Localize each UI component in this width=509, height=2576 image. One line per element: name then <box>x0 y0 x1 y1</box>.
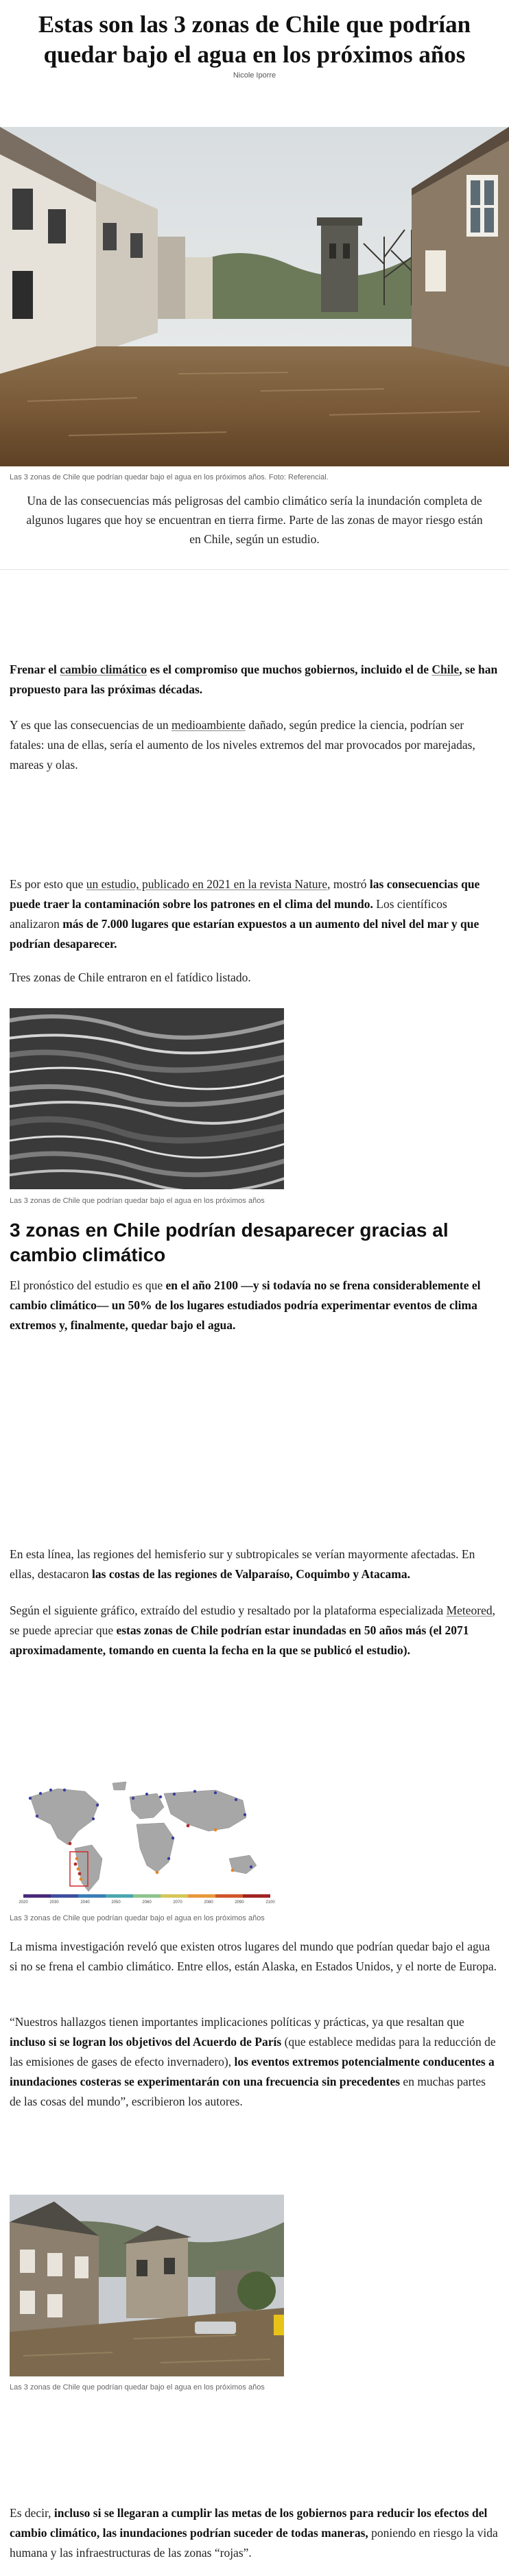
legend-swatch <box>106 1894 133 1898</box>
image-flooded-town <box>10 2195 284 2376</box>
image-world-map <box>10 1769 284 1907</box>
link-chile[interactable]: Chile <box>431 663 460 676</box>
hero-caption: Las 3 zonas de Chile que podrían quedar bajo el agua en los próximos años. Foto: Referencial. <box>10 473 329 481</box>
link-estudio-nature[interactable]: un estudio, publicado en 2021 en la revista Nature <box>86 877 328 891</box>
paragraph-10: Es decir, incluso si se llegaran a cumplir las metas de los gobiernos para reducir los efectos del cambio climático, las inundaciones podrían suceder de todas maneras, poniendo en riesgo la vida humana y las infraestructuras de las zonas “rojas”. <box>10 2506 498 2560</box>
legend-swatch <box>161 1894 188 1898</box>
paragraph-1: Frenar el cambio climático es el compromiso que muchos gobiernos, incluido el de Chile, se han propuesto para las próximas décadas. <box>10 663 498 696</box>
legend-tick-label: 2080 <box>204 1900 213 1905</box>
paragraph-7: Según el siguiente gráfico, extraído del estudio y resaltado por la plataforma especializada Meteored, se puede apreciar que estas zonas de Chile podrían estar inundadas en 50 años más (el 2071 aproximadamente, tomando en cuenta la fecha en la que se publicó el estudio). <box>10 1603 495 1657</box>
link-cambio-climatico[interactable]: cambio climático <box>60 663 147 676</box>
paragraph-4: Tres zonas de Chile entraron en el fatídico listado. <box>10 970 251 984</box>
legend-tick-label: 2040 <box>80 1900 90 1905</box>
legend-tick-label: 2020 <box>19 1900 28 1905</box>
image-rushing-water <box>10 1008 284 1189</box>
paragraph-5: El pronóstico del estudio es que en el año 2100 —y si todavía no se frena considerablemente el cambio climático— un 50% de los lugares estudiados podría experimentar eventos de clima extremos y, finalmente, quedar bajo el agua. <box>10 1278 481 1332</box>
legend-tick-label: 2060 <box>142 1900 152 1905</box>
flood-caption: Las 3 zonas de Chile que podrían quedar bajo el agua en los próximos años <box>10 2383 265 2392</box>
article-title: Estas son las 3 zonas de Chile que podrían quedar bajo el agua en los próximos años <box>38 11 471 68</box>
article-lede: Una de las consecuencias más peligrosas del cambio climático sería la inundación completa de algunos lugares que hoy se encuentran en tierra firme. Parte de las zonas de mayor riesgo están en Chile, según un estudio. <box>26 494 483 546</box>
paragraph-9: “Nuestros hallazgos tienen importantes implicaciones políticas y prácticas, ya que resaltan que incluso si se logran los objetivos del Acuerdo de París (que establece medidas para la reducción de las emisiones de gases de efecto invernadero), los eventos extremos potencialmente conducentes a inundaciones costeras se experimentarán con una frecuencia sin precedentes en muchas partes de las cosas del mundo”, escribieron los autores. <box>10 2015 496 2108</box>
hero-image-flooded-street <box>0 127 509 466</box>
paragraph-8: La misma investigación reveló que existen otros lugares del mundo que podrían quedar bajo el agua si no se frena el cambio climático. Entre ellos, están Alaska, en Estados Unidos, y el norte de Europa. <box>10 1940 497 1973</box>
water-caption: Las 3 zonas de Chile que podrían quedar bajo el agua en los próximos años <box>10 1197 265 1205</box>
legend-swatch <box>23 1894 51 1898</box>
legend-tick-label: 2030 <box>49 1900 59 1905</box>
paragraph-3: Es por esto que un estudio, publicado en 2021 en la revista Nature, mostró las consecuencias que puede traer la contaminación sobre los patrones en el clima del mundo. Los científicos analizaron más de 7.000 lugares que estarían expuestos a un aumento del nivel del mar y que podrían desaparecer. <box>10 877 480 951</box>
legend-swatch <box>78 1894 106 1898</box>
link-meteored[interactable]: Meteored <box>446 1603 493 1617</box>
author-byline: Nicole Iporre <box>233 71 276 80</box>
section-heading: 3 zonas en Chile podrían desaparecer gracias al cambio climático <box>10 1219 449 1265</box>
legend-swatch <box>215 1894 243 1898</box>
link-medioambiente[interactable]: medioambiente <box>171 718 246 732</box>
legend-tick-label: 2090 <box>235 1900 244 1905</box>
paragraph-2: Y es que las consecuencias de un medioambiente dañado, según predice la ciencia, podrían ser fatales: una de ellas, sería el aumento de los niveles extremos del mar provocados por marejadas, mareas y olas. <box>10 718 475 772</box>
legend-tick-label: 2070 <box>173 1900 182 1905</box>
legend-swatch <box>51 1894 78 1898</box>
legend-swatch <box>243 1894 270 1898</box>
legend-tick-label: 2050 <box>111 1900 121 1905</box>
divider <box>0 569 509 570</box>
legend-swatch <box>188 1894 215 1898</box>
paragraph-6: En esta línea, las regiones del hemisferio sur y subtropicales se verían mayormente afectadas. En ellas, destacaron las costas de las regiones de Valparaíso, Coquimbo y Atacama. <box>10 1547 475 1581</box>
legend-tick-label: 2100 <box>265 1900 275 1905</box>
map-caption: Las 3 zonas de Chile que podrían quedar bajo el agua en los próximos años <box>10 1914 265 1922</box>
legend-swatch <box>133 1894 161 1898</box>
